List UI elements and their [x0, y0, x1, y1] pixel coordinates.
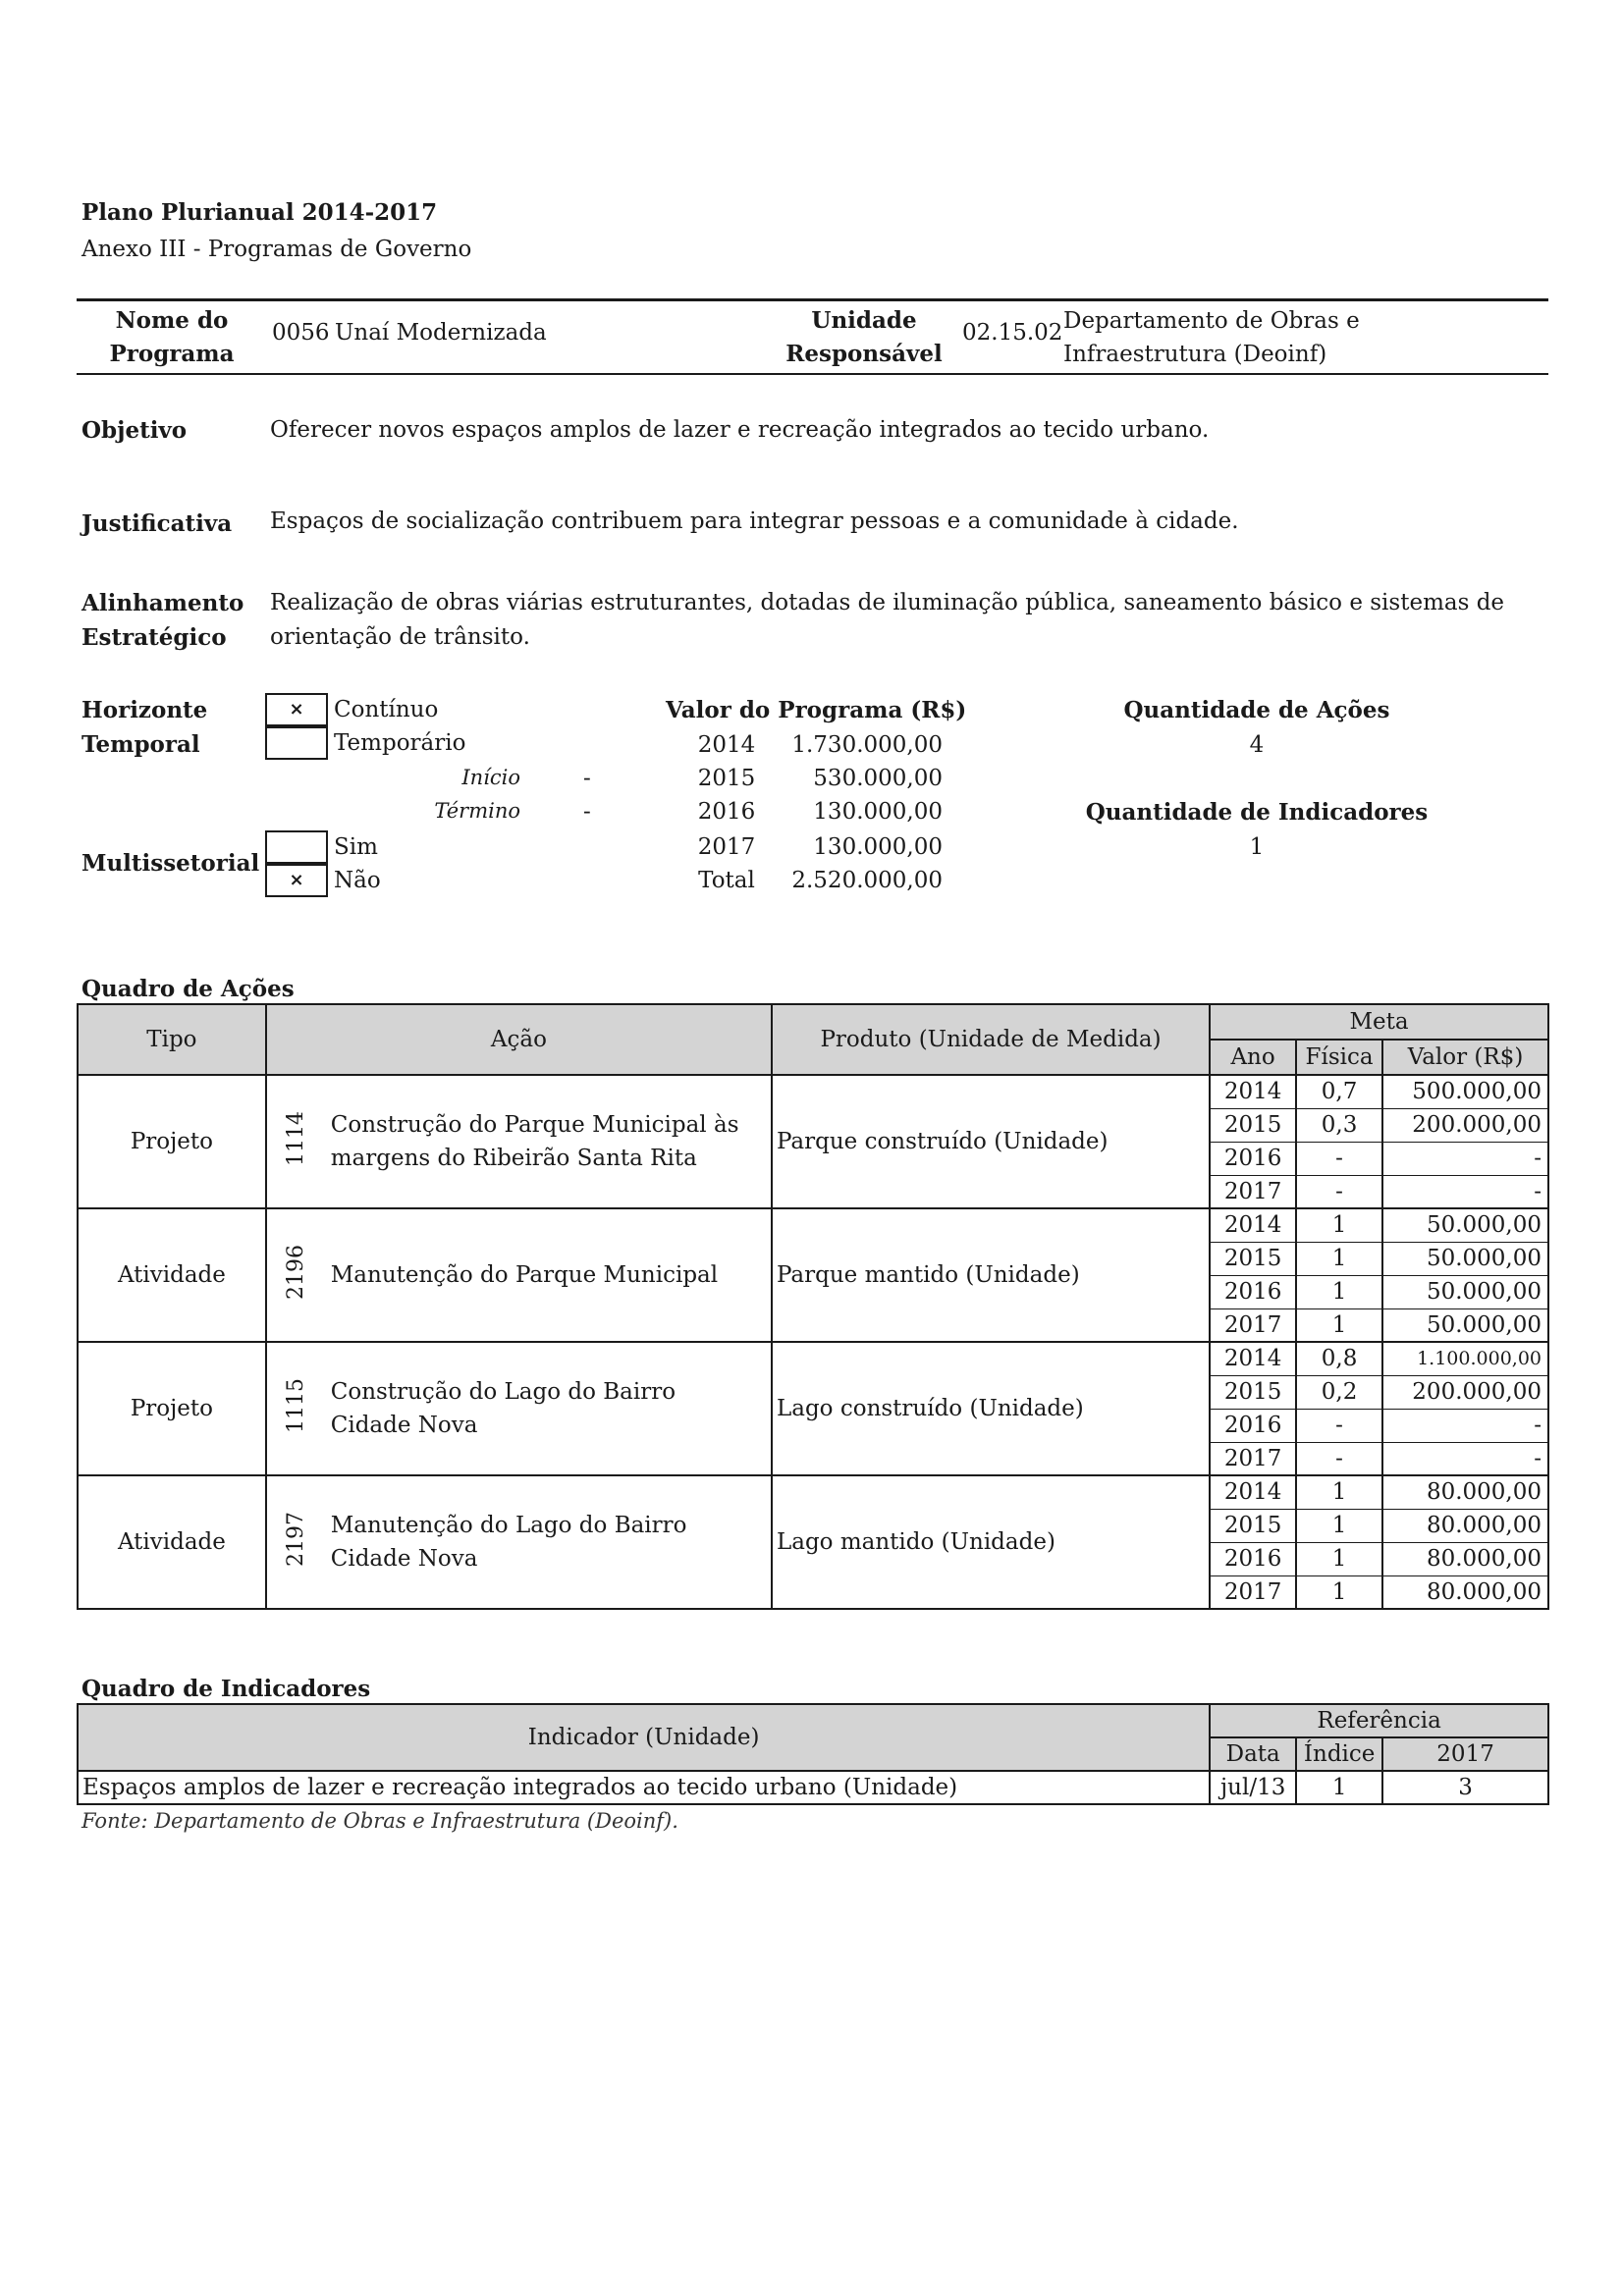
valor-amount: 530.000,00 [813, 766, 943, 791]
header-bottom-rule [77, 373, 1548, 375]
meta-ano-cell: 2015 [1210, 1375, 1296, 1409]
alinhamento-text: Realização de obras viárias estruturantes, dotadas de iluminação pública, saneamento básico e sistemas de orientação de trânsito. [270, 590, 1505, 650]
acao-code: 2196 [283, 1245, 308, 1300]
unit-name: Departamento de Obras e Infraestrutura (Deoinf) [1063, 308, 1360, 367]
meta-ano-cell: 2017 [1210, 1175, 1296, 1208]
meta-valor-cell: - [1382, 1142, 1548, 1175]
objetivo-label: Objetivo [81, 417, 188, 444]
meta-fisica-cell: 0,3 [1296, 1108, 1382, 1142]
header-produto: Produto (Unidade de Medida) [772, 1004, 1210, 1075]
continuo-label: Contínuo [334, 697, 439, 722]
meta-ano-cell: 2014 [1210, 1208, 1296, 1242]
header-indice: Índice [1296, 1737, 1382, 1771]
meta-ano-cell: 2017 [1210, 1308, 1296, 1342]
temporario-label: Temporário [334, 730, 466, 756]
meta-fisica-cell: - [1296, 1409, 1382, 1442]
tipo-cell: Atividade [78, 1475, 266, 1609]
table-row [78, 1475, 1548, 1509]
inicio-label: Início [461, 766, 520, 789]
justificativa-label: Justificativa [81, 510, 233, 537]
acao-code-cell [266, 1475, 325, 1609]
meta-valor-cell: 1.100.000,00 [1382, 1342, 1548, 1375]
valor-amount: 1.730.000,00 [791, 732, 943, 758]
top-rule [77, 298, 1548, 301]
meta-ano-cell: 2014 [1210, 1075, 1296, 1108]
valor-amount: 130.000,00 [813, 834, 943, 860]
horizonte-label: Horizonte Temporal [81, 697, 208, 758]
meta-valor-cell: 80.000,00 [1382, 1542, 1548, 1575]
meta-valor-cell: 50.000,00 [1382, 1208, 1548, 1242]
objetivo-text: Oferecer novos espaços amplos de lazer e recreação integrados ao tecido urbano. [270, 417, 1210, 443]
meta-fisica-cell: 1 [1296, 1542, 1382, 1575]
acao-name-cell: Manutenção do Parque Municipal [325, 1208, 772, 1342]
page-subtitle: Anexo III - Programas de Governo [81, 237, 472, 262]
valor-programa-label: Valor do Programa (R$) [666, 697, 967, 723]
meta-ano-cell: 2014 [1210, 1342, 1296, 1375]
valor-amount: 130.000,00 [813, 799, 943, 825]
continuo-checkbox[interactable]: × [265, 693, 328, 726]
meta-valor-cell: 50.000,00 [1382, 1242, 1548, 1275]
header-ano-ref: 2017 [1382, 1737, 1548, 1771]
meta-valor-cell: 500.000,00 [1382, 1075, 1548, 1108]
temporario-checkbox[interactable] [265, 726, 328, 760]
meta-ano-cell: 2016 [1210, 1275, 1296, 1308]
indicador-cell: Espaços amplos de lazer e recreação integrados ao tecido urbano (Unidade) [78, 1771, 1210, 1804]
termino-value: - [583, 799, 591, 825]
valor-year: 2017 [697, 834, 756, 860]
program-name-label: Nome do Programa [109, 307, 235, 367]
produto-cell: Lago construído (Unidade) [772, 1342, 1210, 1475]
valor-year: Total [698, 868, 755, 893]
acao-code-cell [266, 1208, 325, 1342]
meta-ano-cell: 2015 [1210, 1108, 1296, 1142]
tipo-cell: Projeto [78, 1342, 266, 1475]
header-valor: Valor (R$) [1382, 1040, 1548, 1075]
fonte-note: Fonte: Departamento de Obras e Infraestrutura (Deoinf). [81, 1809, 678, 1833]
quantidade-acoes-label: Quantidade de Ações [1123, 697, 1390, 723]
meta-valor-cell: 200.000,00 [1382, 1375, 1548, 1409]
meta-valor-cell: - [1382, 1442, 1548, 1475]
meta-fisica-cell: 1 [1296, 1509, 1382, 1542]
meta-ano-cell: 2014 [1210, 1475, 1296, 1509]
meta-ano-cell: 2016 [1210, 1409, 1296, 1442]
produto-cell: Parque construído (Unidade) [772, 1075, 1210, 1208]
quadro-indicadores-table [77, 1703, 1549, 1805]
header-indicador: Indicador (Unidade) [78, 1704, 1210, 1771]
meta-ano-cell: 2016 [1210, 1542, 1296, 1575]
meta-valor-cell: 80.000,00 [1382, 1475, 1548, 1509]
valor-year: 2016 [697, 799, 756, 825]
meta-valor-cell: 200.000,00 [1382, 1108, 1548, 1142]
meta-fisica-cell: 1 [1296, 1575, 1382, 1609]
meta-valor-cell: 50.000,00 [1382, 1275, 1548, 1308]
indice-cell: 1 [1296, 1771, 1382, 1804]
meta-fisica-cell: 1 [1296, 1308, 1382, 1342]
produto-cell: Parque mantido (Unidade) [772, 1208, 1210, 1342]
valor-year: 2014 [697, 732, 756, 758]
meta-fisica-cell: 1 [1296, 1242, 1382, 1275]
quadro-acoes-title: Quadro de Ações [81, 976, 295, 1002]
meta-valor-cell: - [1382, 1409, 1548, 1442]
meta-fisica-cell: - [1296, 1175, 1382, 1208]
meta-valor-cell: 80.000,00 [1382, 1509, 1548, 1542]
unit-code: 02.15.02 [962, 320, 1063, 346]
valor-amount: 2.520.000,00 [791, 868, 943, 893]
meta-ano-cell: 2015 [1210, 1509, 1296, 1542]
acao-code: 1114 [283, 1111, 308, 1166]
acao-code: 2197 [283, 1512, 308, 1567]
justificativa-text: Espaços de socialização contribuem para integrar pessoas e a comunidade à cidade. [270, 508, 1239, 534]
program-code: 0056 [272, 320, 330, 346]
meta-fisica-cell: 1 [1296, 1275, 1382, 1308]
meta-fisica-cell: 0,2 [1296, 1375, 1382, 1409]
header-fisica: Física [1296, 1040, 1382, 1075]
meta-fisica-cell: 0,7 [1296, 1075, 1382, 1108]
termino-label: Término [434, 799, 520, 823]
header-data: Data [1210, 1737, 1296, 1771]
acao-name-cell: Manutenção do Lago do Bairro Cidade Nova [325, 1475, 772, 1609]
data-cell: jul/13 [1210, 1771, 1296, 1804]
quadro-acoes-table [77, 1003, 1549, 1610]
header-meta: Meta [1210, 1004, 1548, 1040]
alinhamento-label: Alinhamento Estratégico [81, 590, 244, 651]
quantidade-acoes-value: 4 [1249, 732, 1265, 758]
meta-fisica-cell: - [1296, 1442, 1382, 1475]
tipo-cell: Atividade [78, 1208, 266, 1342]
header-referencia: Referência [1210, 1704, 1548, 1737]
meta-fisica-cell: 1 [1296, 1475, 1382, 1509]
acao-name-cell: Construção do Lago do Bairro Cidade Nova [325, 1342, 772, 1475]
quantidade-indicadores-value: 1 [1249, 834, 1265, 860]
meta-ano-cell: 2015 [1210, 1242, 1296, 1275]
quantidade-indicadores-label: Quantidade de Indicadores [1085, 799, 1429, 826]
meta-valor-cell: - [1382, 1175, 1548, 1208]
nao-label: Não [334, 868, 381, 893]
meta-ano-cell: 2017 [1210, 1575, 1296, 1609]
meta-valor-cell: 80.000,00 [1382, 1575, 1548, 1609]
multissetorial-label: Multissetorial [81, 850, 260, 877]
header-ano: Ano [1210, 1040, 1296, 1075]
program-name: Unaí Modernizada [335, 320, 547, 346]
quadro-indicadores-title: Quadro de Indicadores [81, 1676, 371, 1702]
acao-code: 1115 [283, 1378, 308, 1433]
header-tipo: Tipo [78, 1004, 266, 1075]
sim-label: Sim [334, 834, 378, 860]
tipo-cell: Projeto [78, 1075, 266, 1208]
produto-cell: Lago mantido (Unidade) [772, 1475, 1210, 1609]
table-row [78, 1075, 1548, 1108]
nao-checkbox[interactable]: × [265, 864, 328, 897]
inicio-value: - [583, 766, 591, 791]
valor-cell: 3 [1382, 1771, 1548, 1804]
table-row [78, 1342, 1548, 1375]
meta-ano-cell: 2017 [1210, 1442, 1296, 1475]
meta-fisica-cell: 1 [1296, 1208, 1382, 1242]
meta-fisica-cell: - [1296, 1142, 1382, 1175]
page-title: Plano Plurianual 2014-2017 [81, 199, 438, 226]
header-acao: Ação [266, 1004, 772, 1075]
acao-code-cell [266, 1075, 325, 1208]
meta-fisica-cell: 0,8 [1296, 1342, 1382, 1375]
sim-checkbox[interactable] [265, 830, 328, 864]
unit-label: Unidade Responsável [785, 307, 943, 367]
valor-year: 2015 [697, 766, 756, 791]
table-row [78, 1208, 1548, 1242]
meta-valor-cell: 50.000,00 [1382, 1308, 1548, 1342]
acao-code-cell [266, 1342, 325, 1475]
table-row [78, 1771, 1548, 1804]
acao-name-cell: Construção do Parque Municipal às margens do Ribeirão Santa Rita [325, 1075, 772, 1208]
meta-ano-cell: 2016 [1210, 1142, 1296, 1175]
